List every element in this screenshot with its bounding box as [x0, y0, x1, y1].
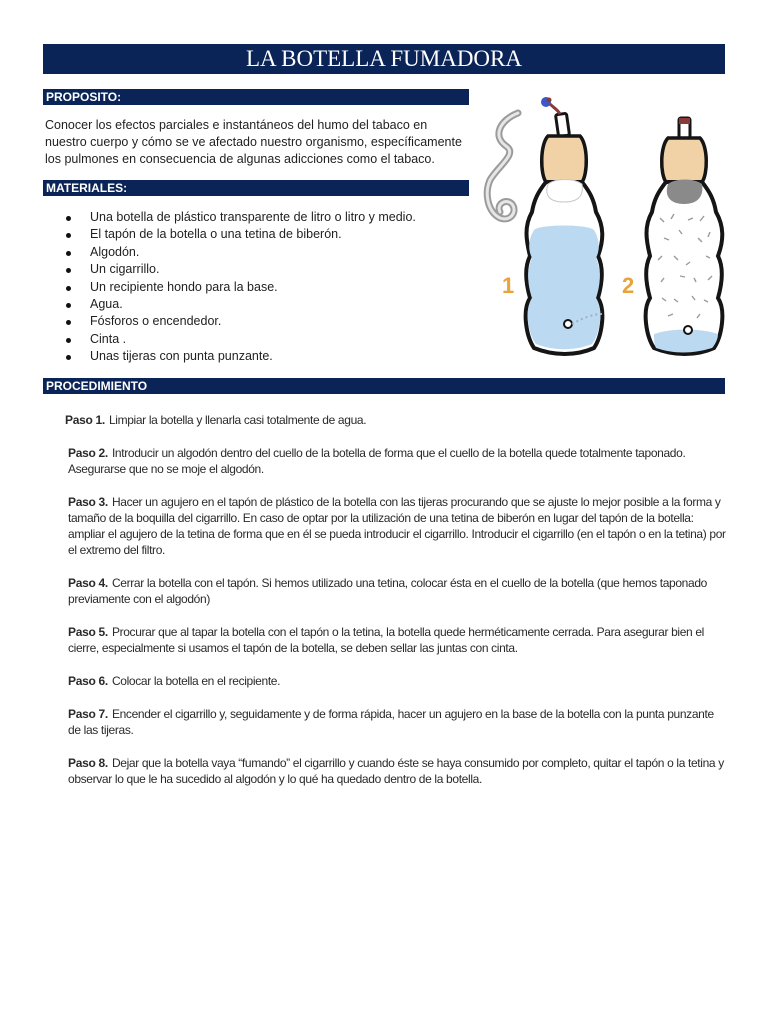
procedure-step-6	[68, 673, 728, 689]
bottle-number-label: 2	[622, 273, 635, 298]
list-item: Algodón.	[64, 244, 474, 261]
page-title: LA BOTELLA FUMADORA	[43, 44, 725, 74]
step-text: Colocar la botella en el recipiente.	[111, 674, 281, 688]
list-item: Un recipiente hondo para la base.	[64, 279, 474, 296]
step-label: Paso 6.	[68, 674, 108, 688]
section-heading-proposito: PROPOSITO:	[43, 89, 469, 105]
list-item: Unas tijeras con punta punzante.	[64, 348, 474, 365]
list-item: Agua.	[64, 296, 474, 313]
procedure-step-1	[65, 412, 728, 428]
section-heading-materiales: MATERIALES:	[43, 180, 469, 196]
procedure-step-7	[68, 706, 728, 738]
step-label: Paso 7.	[68, 707, 108, 721]
smoking-bottle-illustration	[478, 88, 728, 363]
section-heading-procedimiento: PROCEDIMIENTO	[43, 378, 725, 394]
step-text: Hacer un agujero en el tapón de plástico de la botella con las tijeras procurando que se ajuste lo mejor posible a la forma y tamaño de la boquilla del cigarrillo. En caso de optar por la utilización de una tetina de biberón en lugar del tapón de la botella: ampliar el agujero de la tetina de forma que en él se pueda introducir el cigarrillo. Introducir el cigarrillo (en el tapón o en la tetina) por el extremo del filtro.	[68, 495, 726, 557]
list-item: Cinta .	[64, 331, 474, 348]
cigarette-tip-icon	[547, 98, 552, 103]
procedure-step-2	[68, 445, 728, 477]
step-label: Paso 3.	[68, 495, 108, 509]
list-item: Un cigarrillo.	[64, 261, 474, 278]
procedure-steps	[65, 412, 728, 804]
bottle-1-illustration	[487, 97, 602, 354]
step-label: Paso 5.	[68, 625, 108, 639]
step-text: Cerrar la botella con el tapón. Si hemos utilizado una tetina, colocar ésta en el cuello de la botella (que hemos taponado previamente con el algodón)	[68, 576, 707, 606]
list-item: El tapón de la botella o una tetina de biberón.	[64, 226, 474, 243]
step-text: Procurar que al tapar la botella con el tapón o la tetina, la botella quede herméticamente cerrada. Para asegurar bien el cierre, especialmente si usamos el tapón de la botella, se deben sellar las juntas con cinta.	[68, 625, 704, 655]
procedure-step-8	[68, 755, 728, 787]
step-label: Paso 2.	[68, 446, 108, 460]
list-item: Fósforos o encendedor.	[64, 313, 474, 330]
bottle-2-illustration	[622, 118, 722, 354]
procedure-step-5	[68, 624, 728, 656]
step-label: Paso 1.	[65, 413, 105, 427]
procedure-step-3	[68, 494, 728, 558]
step-text: Limpiar la botella y llenarla casi totalmente de agua.	[108, 413, 367, 427]
list-item: Una botella de plástico transparente de litro o litro y medio.	[64, 209, 474, 226]
step-text: Dejar que la botella vaya “fumando” el cigarrillo y cuando éste se haya consumido por completo, quitar el tapón o la tetina y observar lo que le ha sucedido al algodón y lo qué ha quedado dentro de la botella.	[68, 756, 724, 786]
step-text: Encender el cigarrillo y, seguidamente y de forma rápida, hacer un agujero en la base de la botella con la punta punzante de las tijeras.	[68, 707, 714, 737]
bottle-number-label: 1	[502, 273, 515, 298]
proposito-text: Conocer los efectos parciales e instantáneos del humo del tabaco en nuestro cuerpo y cómo se ve afectado nuestro organismo, específicamente los pulmones en consecuencia de algunas adicciones como el tabaco.	[45, 118, 462, 166]
step-label: Paso 4.	[68, 576, 108, 590]
materials-list	[64, 209, 474, 366]
step-label: Paso 8.	[68, 756, 108, 770]
step-text: Introducir un algodón dentro del cuello de la botella de forma que el cuello de la botella quede totalmente taponado. Asegurarse que no se moje el algodón.	[68, 446, 686, 476]
procedure-step-4	[68, 575, 728, 607]
